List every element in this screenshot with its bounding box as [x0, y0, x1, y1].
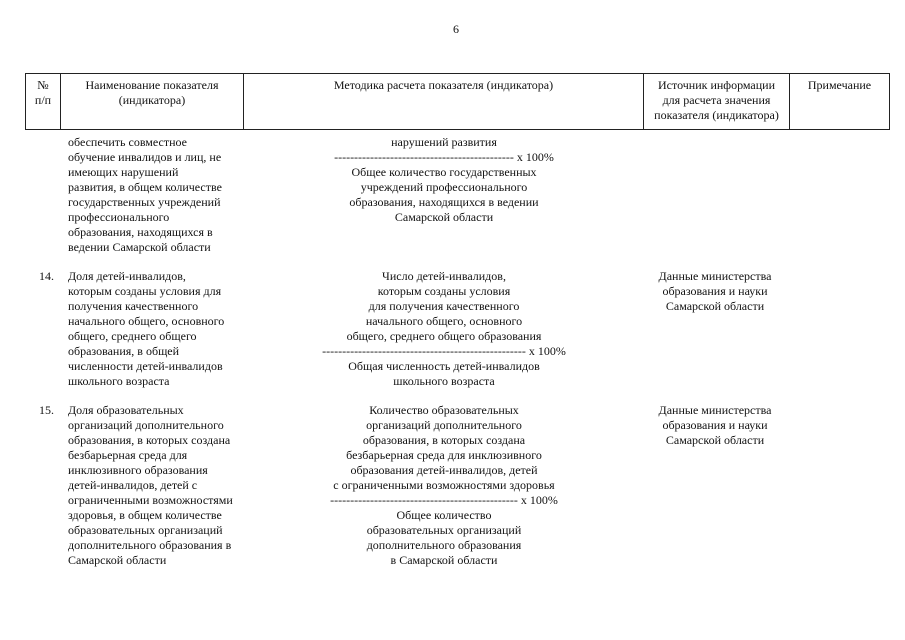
- page-number: 6: [453, 22, 459, 36]
- row-number: 14.: [39, 269, 54, 283]
- indicator-name: Доля образовательных организаций дополнительного образования, в которых создана безбарьерная среда для инклюзивного образования детей-инвалидов, детей с ограниченными возможностями здоровья, в общем количестве образовательных организаций дополнительного образования в Самарской области: [68, 403, 233, 567]
- table-header: [25, 73, 890, 130]
- calculation-method: Количество образовательных организаций дополнительного образования, в которых создана безбарьерная среда для инклюзивного образования детей-инвалидов, детей с ограниченными возможностями здоровья ----------------------------------------------- х 100% Общее количество образовательных организаций дополнительного образования в Самарской области: [330, 403, 558, 567]
- indicator-name: обеспечить совместное обучение инвалидов и лиц, не имеющих нарушений развития, в общем количестве государственных учреждений профессионального образования, находящихся в ведении Самарской области: [68, 135, 222, 254]
- row-number: 15.: [39, 403, 54, 417]
- header-source: Источник информации для расчета значения показателя (индикатора): [644, 74, 790, 130]
- header-number: № п/п: [26, 74, 61, 130]
- header-indicator-name: Наименование показателя (индикатора): [61, 74, 244, 130]
- information-source: Данные министерства образования и науки Самарской области: [658, 403, 772, 447]
- header-note: Примечание: [790, 74, 890, 130]
- indicator-name: Доля детей-инвалидов, которым созданы условия для получения качественного начального общего, основного общего, среднего общего образования, в общей численности детей-инвалидов школьного возраста: [68, 269, 225, 388]
- header-method: Методика расчета показателя (индикатора): [244, 74, 644, 130]
- calculation-method: нарушений развития --------------------------------------------- х 100% Общее количество государственных учреждений профессионального образования, находящихся в ведении Самарской области: [334, 135, 554, 224]
- calculation-method: Число детей-инвалидов, которым созданы условия для получения качественного начального общего, основного общего, среднего общего образования --------------------------------------------------- х 100% Общая численность детей-инвалидов школьного возраста: [322, 269, 566, 388]
- information-source: Данные министерства образования и науки Самарской области: [658, 269, 772, 313]
